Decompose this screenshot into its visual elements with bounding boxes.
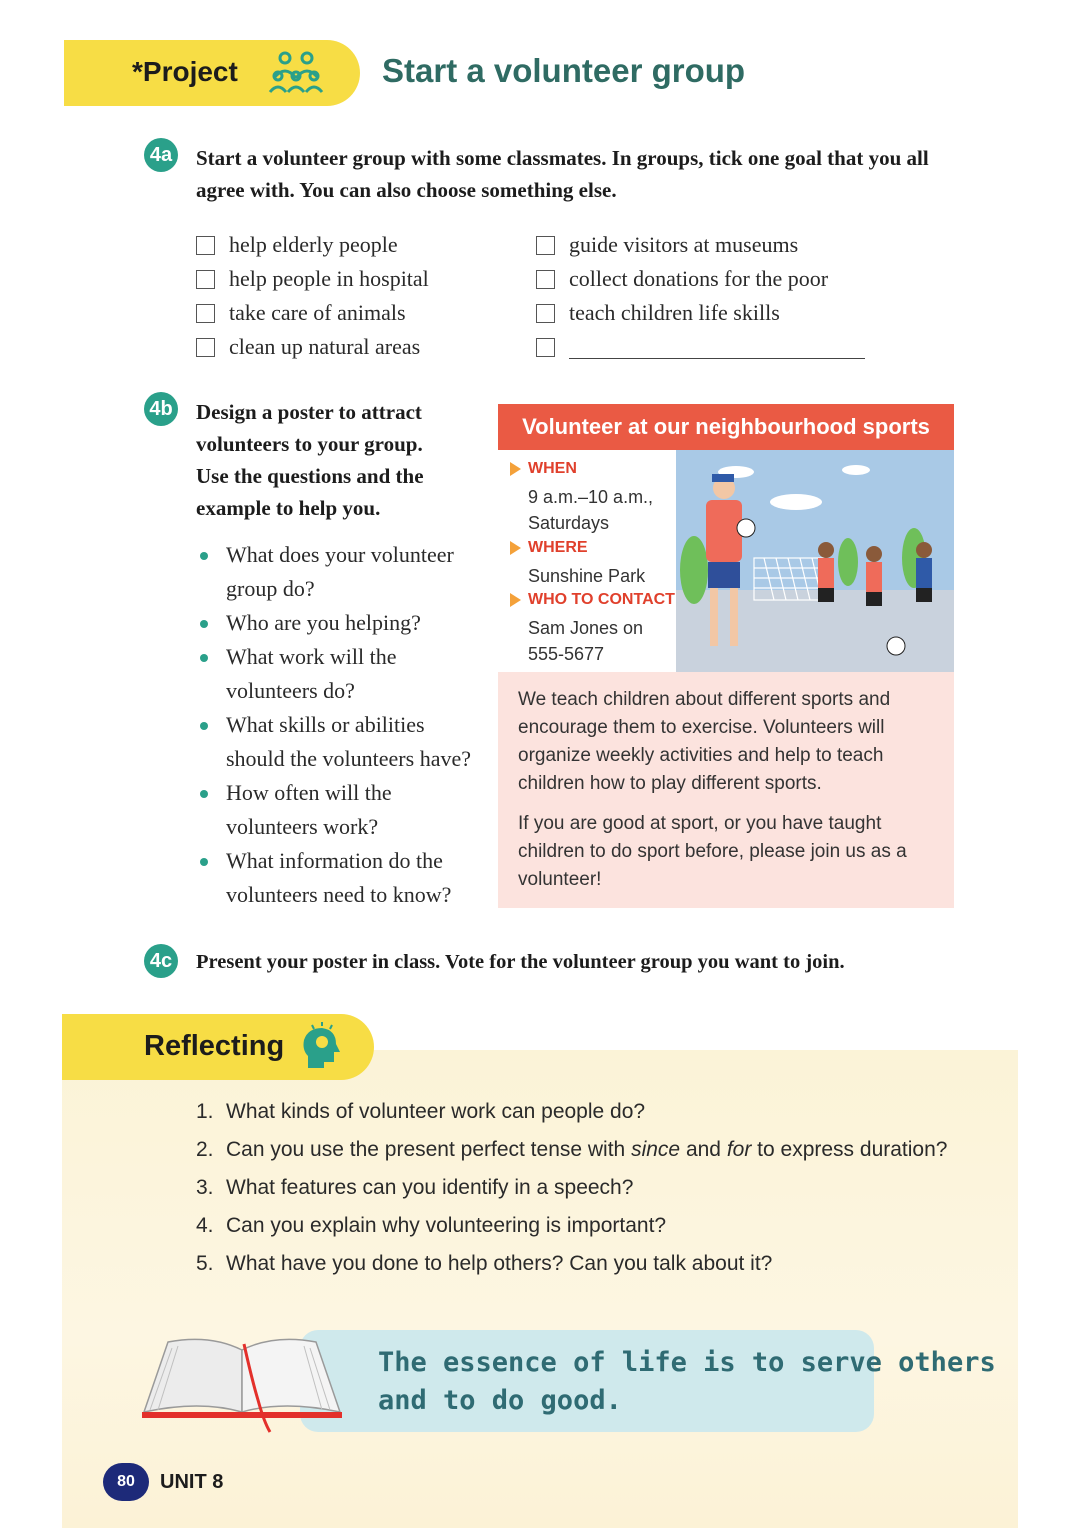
pointer-icon — [510, 593, 521, 607]
contact-value: Sam Jones on — [528, 618, 644, 638]
goal-option[interactable] — [536, 228, 896, 262]
item-number: 1. — [196, 1100, 214, 1123]
instruction-line: volunteers to your group. — [196, 432, 423, 456]
quote-line: and to do good. — [378, 1385, 622, 1416]
poster-line: children to do sport before, please join us as a — [518, 841, 907, 862]
sports-coach-illustration — [676, 450, 954, 672]
item-text: What features can you identify in a speech? — [226, 1176, 634, 1199]
bullet — [200, 654, 208, 662]
task-4b-instruction — [196, 396, 486, 524]
question-line: volunteers work? — [226, 814, 379, 839]
guide-question — [226, 538, 454, 606]
item-text: Can you use the present perfect tense with — [226, 1138, 632, 1161]
question-line: How often will the — [226, 780, 392, 805]
reflecting-item — [196, 1176, 996, 1214]
checkbox[interactable] — [536, 304, 555, 323]
guide-question — [226, 776, 392, 844]
checkbox[interactable] — [196, 270, 215, 289]
poster-paragraph — [518, 810, 948, 894]
instruction-line: example to help you. — [196, 496, 381, 520]
item-emphasis: for — [726, 1138, 752, 1161]
question-line: What skills or abilities — [226, 712, 425, 737]
item-text: What have you done to help others? Can you talk about it? — [226, 1252, 773, 1275]
goal-option[interactable] — [196, 228, 516, 262]
poster-line: organize weekly activities and help to teach — [518, 745, 884, 766]
question-line: volunteers do? — [226, 678, 355, 703]
contact-value: 555-5677 — [528, 644, 605, 664]
goal-option[interactable] — [536, 262, 896, 296]
reflecting-item — [196, 1138, 996, 1176]
bullet — [200, 858, 208, 866]
poster-line: If you are good at sport, or you have taught — [518, 813, 882, 834]
poster-line: volunteer! — [518, 869, 602, 890]
item-number: 4. — [196, 1214, 214, 1237]
where-value: Sunshine Park — [528, 566, 646, 586]
poster-banner: Volunteer at our neighbourhood sports — [498, 404, 954, 450]
item-text: and — [680, 1138, 727, 1161]
goal-options-left — [196, 228, 516, 364]
goal-label: help elderly people — [229, 232, 398, 257]
instruction-line: agree with. You can also choose something else. — [196, 178, 617, 202]
task-4c-instruction: Present your poster in class. Vote for the volunteer group you want to join. — [196, 951, 845, 973]
checkbox[interactable] — [536, 270, 555, 289]
contact-label: WHO TO CONTACT — [528, 591, 675, 608]
task-badge-4b: 4b — [144, 392, 178, 426]
bullet — [200, 552, 208, 560]
bullet — [200, 722, 208, 730]
task-4a-instruction — [196, 142, 996, 206]
goal-label: collect donations for the poor — [569, 266, 829, 291]
page-number: 80 — [103, 1463, 149, 1501]
reflecting-item — [196, 1252, 996, 1290]
goal-option[interactable] — [536, 296, 896, 330]
goal-option[interactable] — [196, 296, 516, 330]
when-value: 9 a.m.–10 a.m., — [528, 487, 654, 507]
guide-questions — [226, 538, 496, 910]
pointer-icon — [510, 462, 521, 476]
item-text: to express duration? — [751, 1138, 948, 1161]
goal-options-right — [536, 228, 896, 364]
bullet — [200, 620, 208, 628]
guide-question — [226, 708, 471, 776]
quote-line: The essence of life is to serve others — [378, 1347, 996, 1378]
poster-line: children how to play different sports. — [518, 773, 822, 794]
task-badge-4a: 4a — [144, 138, 178, 172]
item-number: 2. — [196, 1138, 214, 1161]
page-title: Start a volunteer group — [382, 52, 746, 89]
poster-line: We teach children about different sports and — [518, 689, 891, 710]
item-number: 5. — [196, 1252, 214, 1275]
item-text: What kinds of volunteer work can people do? — [226, 1100, 646, 1123]
reflecting-list — [196, 1100, 996, 1290]
bullet — [200, 790, 208, 798]
reflecting-item — [196, 1100, 996, 1138]
question-line: What work will the — [226, 644, 397, 669]
goal-label: teach children life skills — [569, 300, 780, 325]
goal-option-other[interactable] — [536, 330, 896, 364]
checkbox[interactable] — [196, 338, 215, 357]
poster-paragraph — [518, 686, 948, 798]
example-poster — [498, 404, 954, 908]
item-emphasis: since — [631, 1138, 681, 1161]
write-in-line[interactable] — [569, 336, 865, 359]
checkbox[interactable] — [536, 338, 555, 357]
question-line: group do? — [226, 576, 315, 601]
poster-line: encourage them to exercise. Volunteers will — [518, 717, 885, 738]
question-line: should the volunteers have? — [226, 746, 471, 771]
goal-label: clean up natural areas — [229, 334, 421, 359]
checkbox[interactable] — [536, 236, 555, 255]
task-badge-4c: 4c — [144, 944, 178, 978]
item-text: Can you explain why volunteering is important? — [226, 1214, 667, 1237]
question-line: What does your volunteer — [226, 542, 454, 567]
checkbox[interactable] — [196, 236, 215, 255]
goal-option[interactable] — [196, 262, 516, 296]
where-label: WHERE — [528, 539, 588, 556]
guide-question — [226, 606, 421, 640]
instruction-line: Design a poster to attract — [196, 400, 422, 424]
reflecting-title: Reflecting — [144, 1030, 285, 1062]
goal-label: help people in hospital — [229, 266, 429, 291]
question-line: Who are you helping? — [226, 610, 421, 635]
open-book-icon — [140, 1330, 344, 1434]
question-line: volunteers need to know? — [226, 882, 452, 907]
goal-option[interactable] — [196, 330, 516, 364]
head-lightbulb-icon — [300, 1022, 342, 1070]
checkbox[interactable] — [196, 304, 215, 323]
when-value: Saturdays — [528, 513, 610, 533]
goal-label: take care of animals — [229, 300, 406, 325]
pointer-icon — [510, 541, 521, 555]
quote-text — [378, 1344, 996, 1420]
instruction-line: Start a volunteer group with some classmates. In groups, tick one goal that you all — [196, 146, 929, 170]
question-line: What information do the — [226, 848, 443, 873]
project-label: *Project — [132, 56, 238, 87]
group-people-icon — [268, 50, 324, 94]
when-label: WHEN — [528, 460, 577, 477]
goal-label: guide visitors at museums — [569, 232, 799, 257]
unit-label: UNIT 8 — [160, 1471, 224, 1493]
guide-question — [226, 844, 451, 912]
instruction-line: Use the questions and the — [196, 464, 424, 488]
item-number: 3. — [196, 1176, 214, 1199]
reflecting-item — [196, 1214, 996, 1252]
guide-question — [226, 640, 396, 708]
